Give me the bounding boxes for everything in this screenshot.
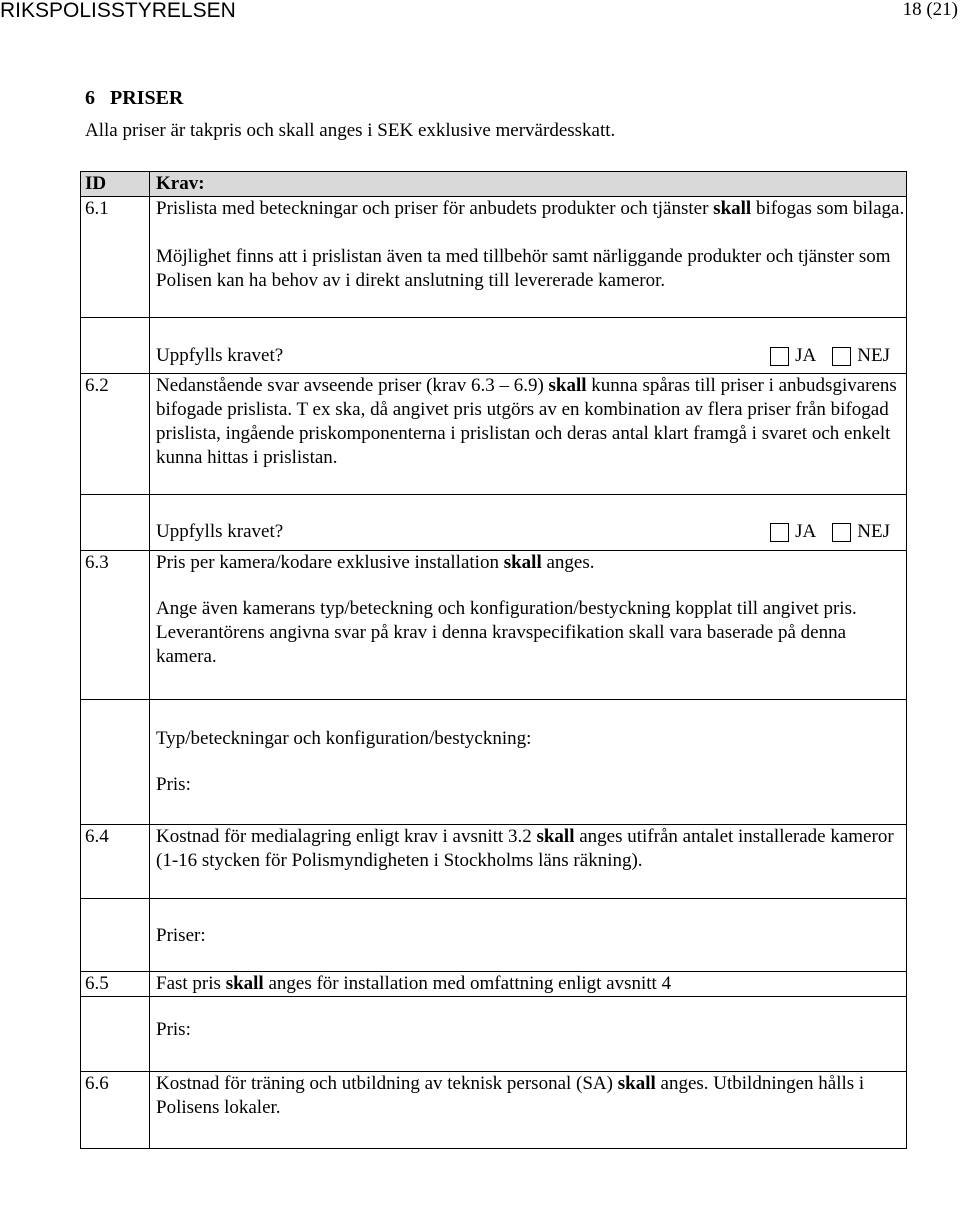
ja-label: JA bbox=[795, 521, 817, 542]
ja-label: JA bbox=[795, 345, 817, 366]
row-note: Ange även kamerans typ/beteckning och konfiguration/bestyckning kopplat till angivet pris. Leverantörens angivna svar på krav i denna kravspecifikation skall vara baserade på denna kamera. bbox=[156, 598, 857, 667]
row-id: 6.5 bbox=[81, 972, 150, 997]
config-field-label: Typ/beteckningar och konfiguration/bestyckning: bbox=[156, 728, 532, 749]
nej-checkbox[interactable] bbox=[832, 523, 851, 542]
row-id: 6.1 bbox=[81, 197, 150, 318]
question-label: Uppfylls kravet? bbox=[156, 345, 284, 366]
row-content: Kostnad för medialagring enligt krav i avsnitt 3.2 skall anges utifrån antalet installerade kameror (1-16 stycken för Polismyndigheten i Stockholms läns räkning). bbox=[150, 825, 907, 899]
document-header-org: RIKSPOLISSTYRELSEN bbox=[0, 0, 236, 22]
header-id: ID bbox=[81, 172, 150, 197]
ja-checkbox[interactable] bbox=[770, 523, 789, 542]
answer-row bbox=[81, 997, 907, 1072]
fulfilled-question bbox=[156, 520, 906, 544]
price-field-label: Pris: bbox=[156, 774, 191, 795]
header-krav: Krav: bbox=[150, 172, 907, 197]
fulfilled-question bbox=[156, 344, 906, 368]
row-id: 6.2 bbox=[81, 374, 150, 495]
page-number: 18 (21) bbox=[902, 0, 958, 20]
table-row bbox=[81, 1072, 907, 1149]
row-id: 6.6 bbox=[81, 1072, 150, 1149]
answer-row bbox=[81, 899, 907, 972]
prices-field-label: Priser: bbox=[156, 925, 206, 946]
requirements-table bbox=[80, 171, 907, 1149]
table-row bbox=[81, 551, 907, 700]
row-content: Fast pris skall anges för installation med omfattning enligt avsnitt 4 bbox=[150, 972, 907, 997]
row-id: 6.4 bbox=[81, 825, 150, 899]
row-content: Nedanstående svar avseende priser (krav 6.3 – 6.9) skall kunna spåras till priser i anbudsgivarens bifogade prislista. T ex ska, då angivet pris utgörs av en kombination av flera priser från bifogad prislista, ingående priskomponenterna i prislistan och deras antal klart framgå i svaret och enkelt kunna hittas i prislistan. bbox=[150, 374, 907, 495]
table-header-row bbox=[81, 172, 907, 197]
table-row bbox=[81, 825, 907, 899]
table-row bbox=[81, 374, 907, 495]
row-content: Prislista med beteckningar och priser för anbudets produkter och tjänster skall bifogas som bilaga. Möjlighet finns att i prislistan även ta med tillbehör samt närliggande produkter och tjänster som Polisen kan ha behov av i direkt anslutning till levererade kameror. bbox=[150, 197, 907, 318]
row-content: Kostnad för träning och utbildning av teknisk personal (SA) skall anges. Utbildningen hålls i Polisens lokaler. bbox=[150, 1072, 907, 1149]
question-label: Uppfylls kravet? bbox=[156, 521, 284, 542]
answer-row bbox=[81, 495, 907, 551]
table-row bbox=[81, 972, 907, 997]
nej-label: NEJ bbox=[857, 521, 890, 542]
table-row bbox=[81, 197, 907, 318]
ja-checkbox[interactable] bbox=[770, 347, 789, 366]
row-id: 6.3 bbox=[81, 551, 150, 700]
row-content: Pris per kamera/kodare exklusive installation skall anges. Ange även kamerans typ/beteckning och konfiguration/bestyckning kopplat till angivet pris. Leverantörens angivna svar på krav i denna kravspecifikation skall vara baserade på denna kamera. bbox=[150, 551, 907, 700]
section-title: 6 PRISER bbox=[85, 87, 184, 109]
answer-row bbox=[81, 700, 907, 825]
nej-checkbox[interactable] bbox=[832, 347, 851, 366]
price-field-label: Pris: bbox=[156, 1019, 191, 1040]
section-intro: Alla priser är takpris och skall anges i SEK exklusive mervärdesskatt. bbox=[85, 120, 616, 141]
row-note: Möjlighet finns att i prislistan även ta med tillbehör samt närliggande produkter och tjänster som Polisen kan ha behov av i direkt anslutning till levererade kameror. bbox=[156, 246, 891, 291]
answer-row bbox=[81, 318, 907, 374]
nej-label: NEJ bbox=[857, 345, 890, 366]
